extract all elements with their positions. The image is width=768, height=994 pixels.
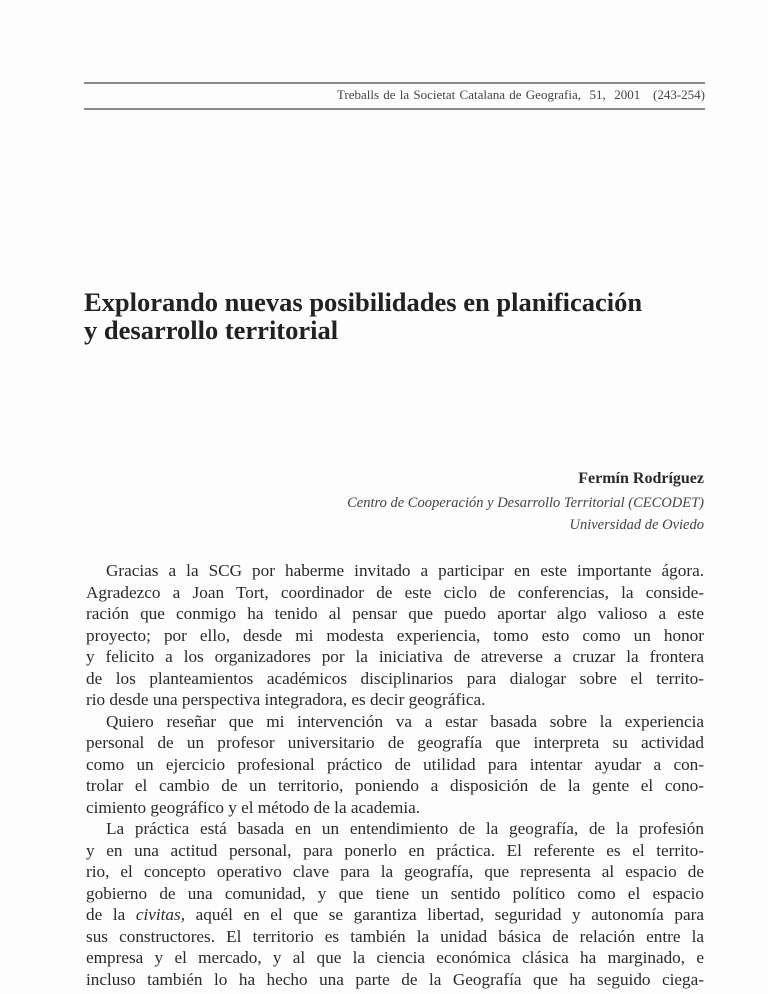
- author-name: Fermín Rodríguez: [578, 470, 704, 487]
- header-rule-top: [84, 82, 705, 84]
- text-fragment: aquél en el que se garantiza libertad, seguridad y autonomía para: [185, 905, 704, 924]
- title-line: y desarrollo territorial: [84, 315, 339, 345]
- author-affiliation: Universidad de Oviedo: [569, 517, 704, 533]
- author-affiliation: Centro de Cooperación y Desarrollo Territorial (CECODET): [347, 495, 704, 511]
- text-line: proyecto; por ello, desde mi modesta experiencia, tomo esto como un honor: [86, 625, 704, 645]
- text-line: sus constructores. El territorio es también la unidad básica de relación entre la: [86, 926, 704, 946]
- text-line: Agradezco a Joan Tort, coordinador de este ciclo de conferencias, la conside-: [86, 582, 704, 602]
- text-line: empresa y el mercado, y al que la ciencia económica clásica ha marginado, e: [86, 948, 704, 967]
- title-line: Explorando nuevas posibilidades en planificación: [84, 287, 643, 317]
- article-title: [84, 288, 642, 344]
- text-line: gobierno de una comunidad, y que tiene un sentido político como el espacio: [86, 883, 704, 903]
- text-line: como un ejercicio profesional práctico de utilidad para intentar ayudar a con-: [86, 754, 704, 774]
- text-line: [86, 904, 704, 926]
- article-body: [86, 560, 704, 990]
- text-line: personal de un profesor universitario de geografía que interpreta su actividad: [86, 733, 704, 752]
- text-line: La práctica está basada en un entendimiento de la geografía, de la profesión: [106, 819, 704, 838]
- text-line: cimiento geográfico y el método de la academia.: [86, 797, 421, 817]
- text-line: Quiero reseñar que mi intervención va a estar basada sobre la experiencia: [106, 711, 704, 731]
- text-line: rio, el concepto operativo clave para la geografía, que representa al espacio de: [86, 862, 704, 881]
- italic-term: civitas,: [135, 905, 186, 924]
- text-fragment: de la: [86, 905, 136, 924]
- text-line: rio desde una perspectiva integradora, es decir geográfica.: [86, 690, 486, 709]
- text-line: ración que conmigo ha tenido al pensar que puedo aportar algo valioso a este: [86, 604, 704, 623]
- text-line: incluso también lo ha hecho una parte de la Geografía que ha seguido ciega-: [86, 969, 704, 989]
- text-line: Gracias a la SCG por haberme invitado a participar en este importante ágora.: [106, 561, 704, 580]
- header-rule-bottom: [84, 108, 705, 110]
- text-line: trolar el cambio de un territorio, poniendo a disposición de la gente el cono-: [86, 776, 704, 795]
- journal-header: Treballs de la Societat Catalana de Geografia, 51, 2001 (243-254): [336, 87, 705, 102]
- text-line: y en una actitud personal, para ponerlo en práctica. El referente es el territo-: [86, 840, 704, 860]
- text-line: y felicito a los organizadores por la iniciativa de atreverse a cruzar la frontera: [86, 647, 704, 666]
- text-line: de los planteamientos académicos disciplinarios para dialogar sobre el territo-: [86, 668, 704, 688]
